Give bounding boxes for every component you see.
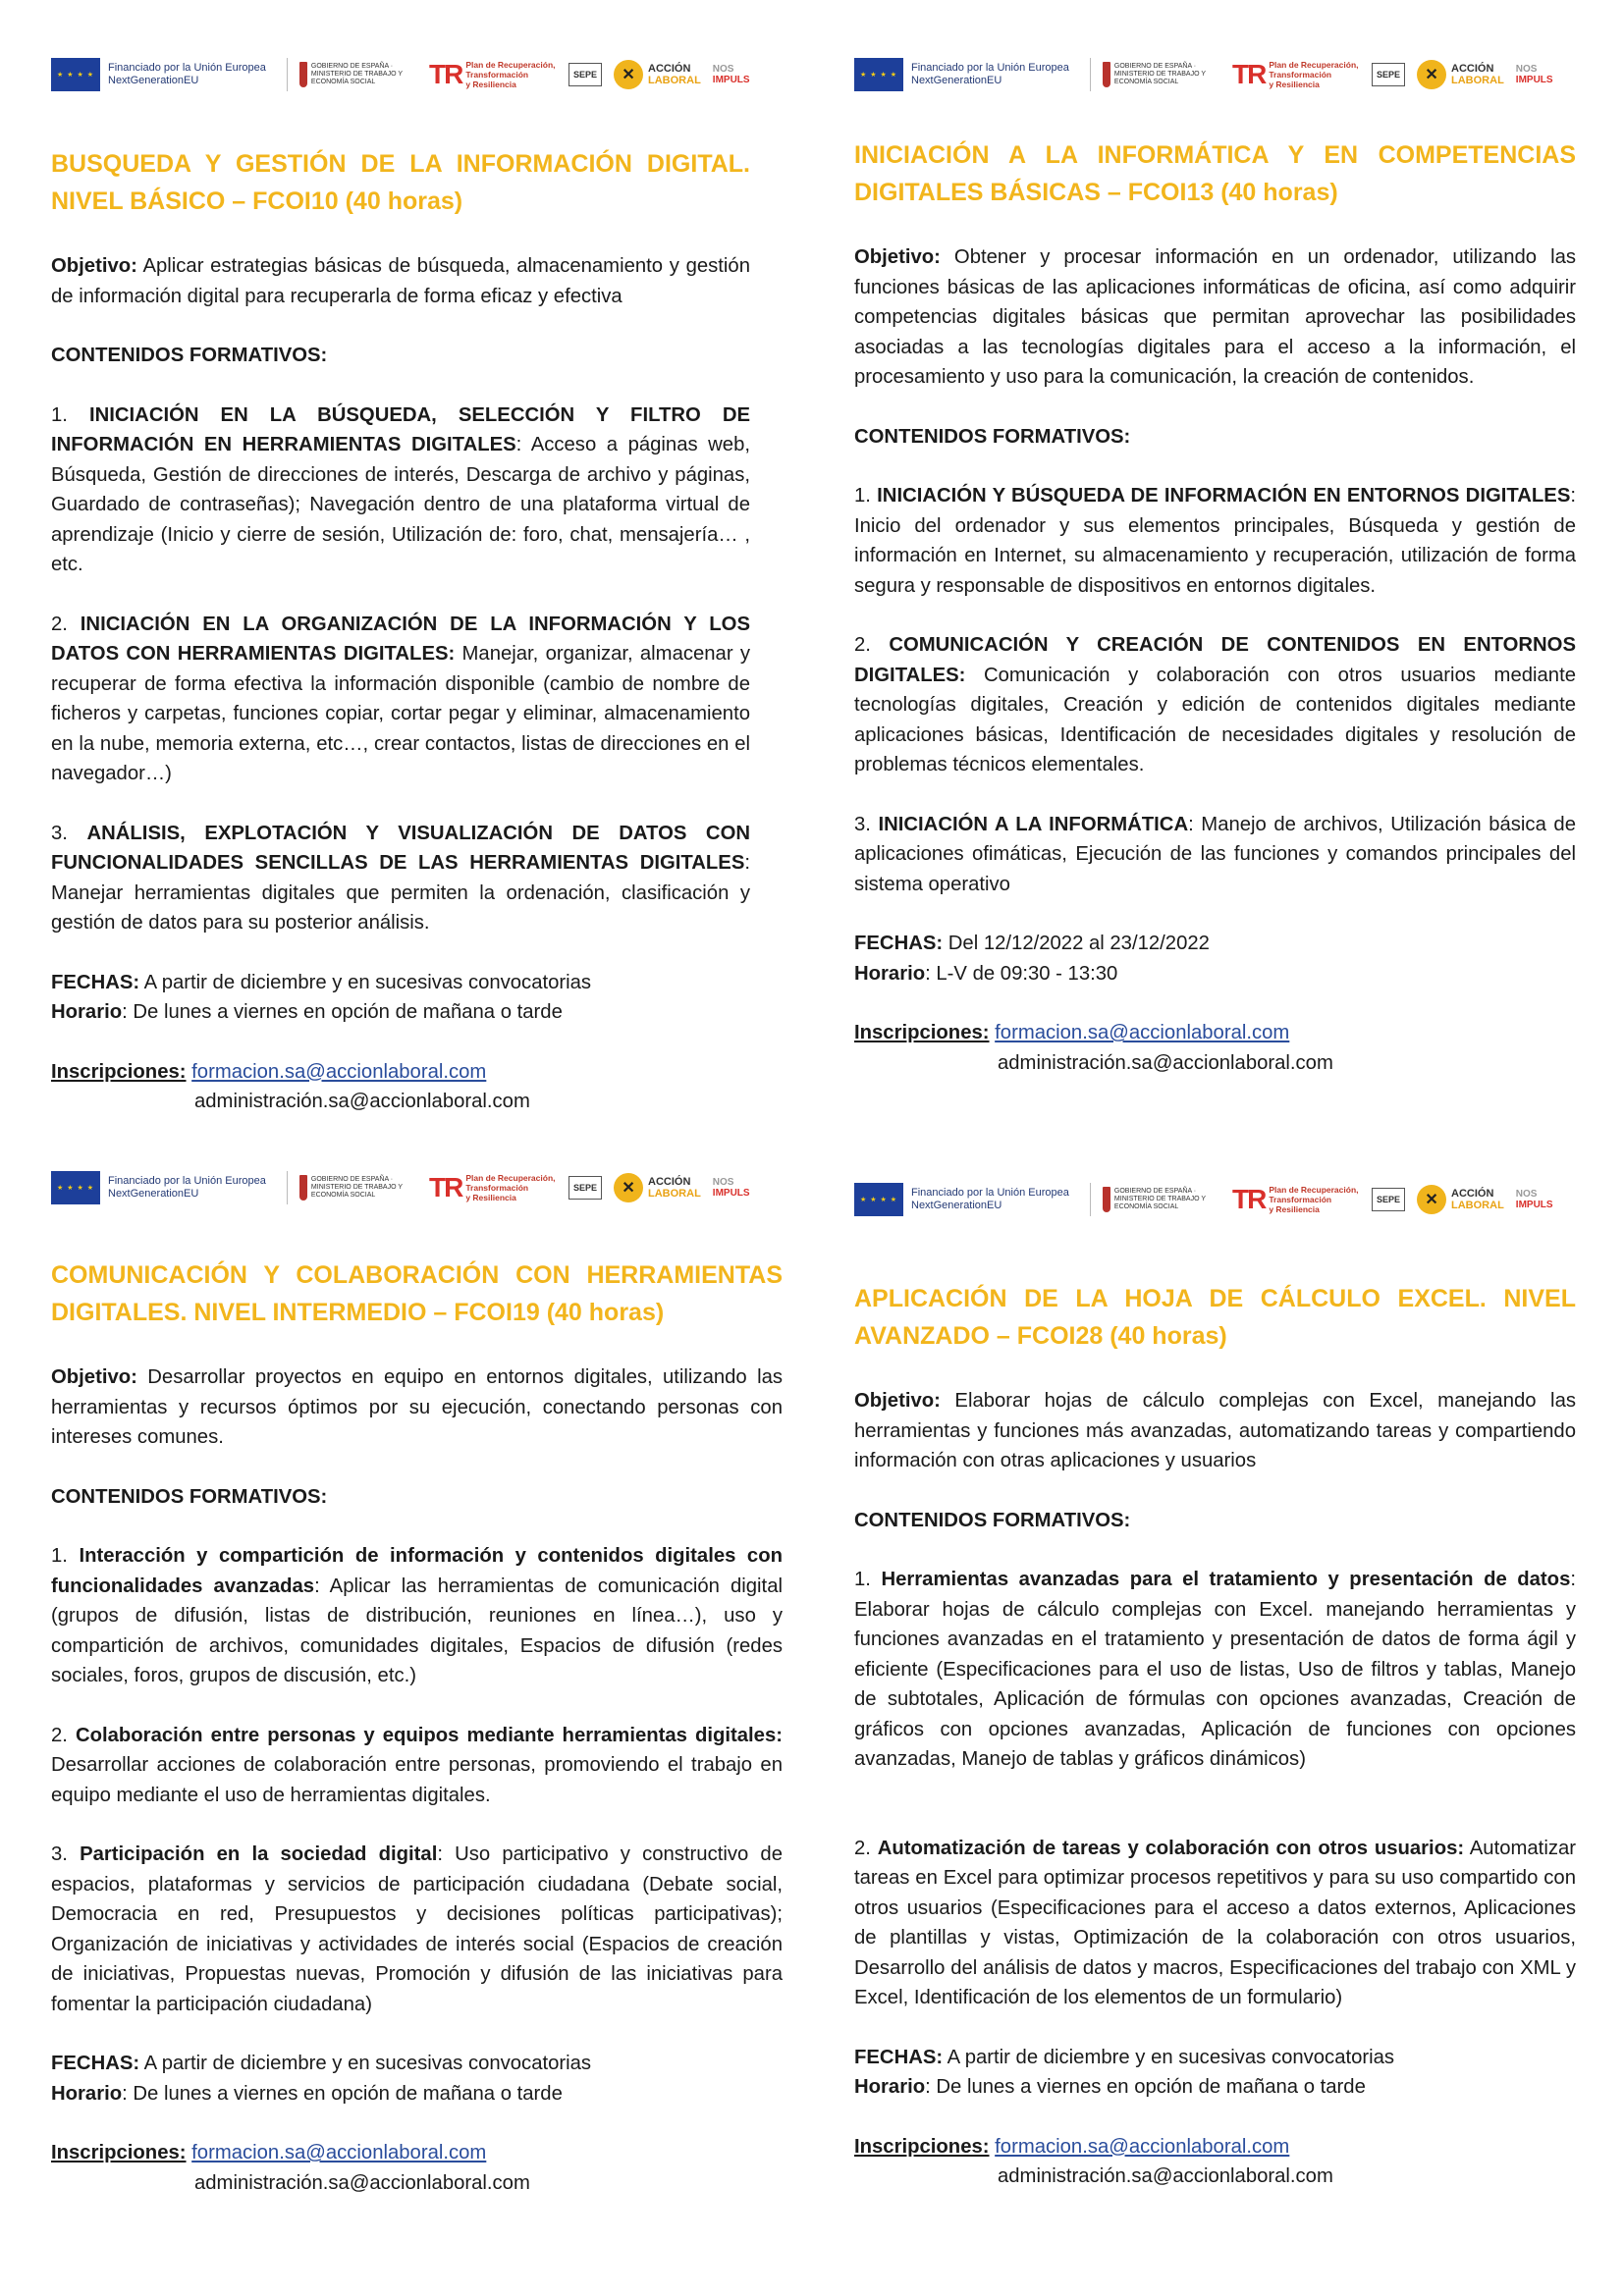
course-dates: FECHAS: Del 12/12/2022 al 23/12/2022 Horario: L-V de 09:30 - 13:30 bbox=[854, 933, 1210, 985]
course-objective: Objetivo: Aplicar estrategias básicas de búsqueda, almacenamiento y gestión de información digital para recuperarla de forma eficaz y efectiva bbox=[51, 255, 750, 307]
sepe-logo: SEPE bbox=[1372, 1188, 1405, 1211]
course-title: INICIACIÓN A LA INFORMÁTICA Y EN COMPETENCIAS DIGITALES BÁSICAS – FCOI13 (40 horas) bbox=[854, 141, 1576, 206]
accion-laboral-icon bbox=[1417, 1185, 1446, 1214]
sponsor-logos-strip bbox=[51, 1166, 783, 1209]
email-administracion: administración.sa@accionlaboral.com bbox=[194, 2171, 530, 2194]
eu-logo: ★ ★ ★ ★ Financiado por la Unión Europea NextGenerationEU bbox=[51, 58, 275, 91]
course-title: COMUNICACIÓN Y COLABORACIÓN CON HERRAMIENTAS DIGITALES. NIVEL INTERMEDIO – FCOI19 (40 horas) bbox=[51, 1261, 783, 1326]
recovery-plan-logo: TR Plan de Recuperación, Transformación y Resiliencia bbox=[429, 59, 556, 89]
content-item: 2. COMUNICACIÓN Y CREACIÓN DE CONTENIDOS EN ENTORNOS DIGITALES: Comunicación y colaboración con otros usuarios mediante tecnologías digitales, Creación y edición de contenidos digitales mediante aplicaciones básicas, Identificación de necesidades digitales y resolución de problemas técnicos elementales. bbox=[854, 634, 1576, 775]
eu-logo: ★ ★ ★ ★ Financiado por la Unión Europea NextGenerationEU bbox=[854, 58, 1078, 91]
signup-line: Inscripciones: formacion.sa@accionlaboral.com bbox=[854, 2135, 1290, 2158]
email-administracion: administración.sa@accionlaboral.com bbox=[998, 2165, 1333, 2187]
coat-of-arms-icon bbox=[299, 62, 307, 87]
sepe-logo: SEPE bbox=[1372, 63, 1405, 86]
contents-heading: CONTENIDOS FORMATIVOS: bbox=[51, 345, 328, 366]
nos-impuls-logo: NOS IMPULS bbox=[712, 64, 750, 85]
signup-line: Inscripciones: formacion.sa@accionlaboral.com bbox=[51, 1060, 487, 1083]
accion-laboral-icon bbox=[1417, 60, 1446, 89]
email-administracion: administración.sa@accionlaboral.com bbox=[998, 1051, 1333, 1074]
content-item: 1. INICIACIÓN EN LA BÚSQUEDA, SELECCIÓN Y FILTRO DE INFORMACIÓN EN HERRAMIENTAS DIGITALES: Acceso a páginas web, Búsqueda, Gestión de direcciones de interés, Descarga de archivo y páginas, Guardado de contraseñas); Navegación dentro de una plataforma virtual de aprendizaje (Inicio y cierre de sesión, Utilización de: foro, chat, mensajería… , etc. bbox=[51, 403, 751, 575]
course-card-fcoi13 bbox=[854, 53, 1576, 1078]
recovery-plan-logo: TR Plan de Recuperación, Transformación y Resiliencia bbox=[1232, 59, 1359, 89]
content-item: 2. Colaboración entre personas y equipos mediante herramientas digitales: Desarrollar acciones de colaboración entre personas, promoviendo el trabajo en equipo mediante el uso de herramientas digitales. bbox=[51, 1724, 783, 1806]
eu-flag-icon bbox=[51, 1171, 100, 1204]
course-objective: Objetivo: Obtener y procesar información en un ordenador, utilizando las funciones básicas de las aplicaciones informáticas de oficina, así como adquirir competencias digitales básicas que permitan aprovechar las posibilidades asociadas a las tecnologías digitales para el acceso a la información, el procesamiento y uso para la comunicación, la creación de contenidos. bbox=[854, 246, 1576, 388]
coat-of-arms-icon bbox=[1103, 1187, 1110, 1212]
signup-line: Inscripciones: formacion.sa@accionlaboral.com bbox=[51, 2142, 487, 2163]
contents-heading: CONTENIDOS FORMATIVOS: bbox=[51, 1485, 328, 1508]
accion-laboral-logo: ✕ ACCIÓN LABORAL bbox=[1417, 1185, 1504, 1214]
eu-flag-icon bbox=[854, 1183, 903, 1216]
contents-heading: CONTENIDOS FORMATIVOS: bbox=[854, 425, 1131, 448]
accion-laboral-logo: ✕ ACCIÓN LABORAL bbox=[614, 1173, 701, 1202]
course-card-fcoi28 bbox=[854, 1178, 1576, 2192]
coat-of-arms-icon bbox=[299, 1175, 307, 1201]
accion-laboral-logo: ✕ ACCIÓN LABORAL bbox=[614, 60, 701, 89]
course-title: BUSQUEDA Y GESTIÓN DE LA INFORMACIÓN DIGITAL. NIVEL BÁSICO – FCOI10 (40 horas) bbox=[51, 150, 750, 215]
course-dates: FECHAS: A partir de diciembre y en sucesivas convocatorias Horario: De lunes a viernes en opción de mañana o tarde bbox=[854, 2046, 1395, 2098]
nos-impuls-logo: NOS IMPULS bbox=[1515, 64, 1553, 85]
sponsor-logos-strip bbox=[51, 53, 750, 96]
signup-line: Inscripciones: formacion.sa@accionlaboral.com bbox=[854, 1022, 1290, 1043]
content-item: 1. INICIACIÓN Y BÚSQUEDA DE INFORMACIÓN EN ENTORNOS DIGITALES: Inicio del ordenador y sus elementos principales, Búsqueda y gestión de información en Internet, su almacenamiento y recuperación, utilización de forma segura y responsable de dispositivos en entornos digitales. bbox=[854, 485, 1576, 597]
coat-of-arms-icon bbox=[1103, 62, 1110, 87]
content-item: 3. Participación en la sociedad digital: Uso participativo y constructivo de espacios, plataformas y servicios de participación ciudadana (Debate social, Democracia en red, Presupuestos y decisiones políticas participativas); Organización de iniciativas y actividades de interés social (Espacios de creación de iniciativas, Propuestas nuevas, Promoción y difusión de las iniciativas para fomentar la participación ciudadana) bbox=[51, 1843, 783, 2015]
government-logo: GOBIERNO DE ESPAÑA · MINISTERIO DE TRABAJO Y ECONOMÍA SOCIAL bbox=[1103, 62, 1220, 87]
content-item: 1. Herramientas avanzadas para el tratamiento y presentación de datos: Elaborar hojas de cálculo complejas con Excel. manejando herramientas y funciones avanzadas en el tratamiento y presentación de datos de forma ágil y eficiente (Especificaciones para el uso de listas, Uso de filtros y tablas, Manejo de subtotales, Aplicación de fórmulas con opciones avanzadas, Creación de gráficos con opciones avanzadas, Aplicación de funciones con opciones avanzadas, Manejo de tablas y gráficos dinámicos) bbox=[854, 1569, 1576, 1770]
course-card-fcoi19 bbox=[51, 1166, 783, 2198]
content-item: 3. ANÁLISIS, EXPLOTACIÓN Y VISUALIZACIÓN DE DATOS CON FUNCIONALIDADES SENCILLAS DE LAS HERRAMIENTAS DIGITALES: Manejar herramientas digitales que permiten la ordenación, clasificación y gestión de datos para su posterior análisis. bbox=[51, 822, 750, 934]
email-link-formacion[interactable]: formacion.sa@accionlaboral.com bbox=[191, 2142, 487, 2163]
sponsor-logos-strip bbox=[854, 1178, 1576, 1221]
eu-flag-icon bbox=[51, 58, 100, 91]
email-link-formacion[interactable]: formacion.sa@accionlaboral.com bbox=[995, 1022, 1290, 1043]
course-objective: Objetivo: Elaborar hojas de cálculo complejas con Excel, manejando las herramientas y funciones más avanzadas, automatizando tareas y compartiendo información con otras aplicaciones y usuarios bbox=[854, 1390, 1576, 1471]
recovery-plan-logo: TR Plan de Recuperación, Transformación y Resiliencia bbox=[429, 1172, 556, 1202]
eu-logo: ★ ★ ★ ★ Financiado por la Unión Europea NextGenerationEU bbox=[854, 1183, 1078, 1216]
course-dates: FECHAS: A partir de diciembre y en sucesivas convocatorias Horario: De lunes a viernes en opción de mañana o tarde bbox=[51, 2053, 592, 2105]
course-title: APLICACIÓN DE LA HOJA DE CÁLCULO EXCEL. NIVEL AVANZADO – FCOI28 (40 horas) bbox=[854, 1285, 1576, 1350]
sepe-logo: SEPE bbox=[568, 63, 602, 86]
content-item: 3. INICIACIÓN A LA INFORMÁTICA: Manejo de archivos, Utilización básica de aplicaciones ofimáticas, Ejecución de las funciones y comandos principales del sistema operativo bbox=[854, 813, 1576, 895]
content-item: 1. Interacción y compartición de información y contenidos digitales con funcionalidades avanzadas: Aplicar las herramientas de comunicación digital (grupos de difusión, listas de distribución, reuniones en línea…), uso y compartición de archivos, comunidades digitales, Espacios de difusión (redes sociales, foros, grupos de discusión, etc.) bbox=[51, 1545, 783, 1686]
nos-impuls-logo: NOS IMPULS bbox=[712, 1177, 750, 1199]
email-link-formacion[interactable]: formacion.sa@accionlaboral.com bbox=[191, 1060, 487, 1083]
email-link-formacion[interactable]: formacion.sa@accionlaboral.com bbox=[995, 2135, 1290, 2158]
government-logo: GOBIERNO DE ESPAÑA · MINISTERIO DE TRABAJO Y ECONOMÍA SOCIAL bbox=[299, 1175, 417, 1201]
eu-logo: ★ ★ ★ ★ Financiado por la Unión Europea NextGenerationEU bbox=[51, 1171, 275, 1204]
email-administracion: administración.sa@accionlaboral.com bbox=[194, 1091, 530, 1112]
course-dates: FECHAS: A partir de diciembre y en sucesivas convocatorias Horario: De lunes a viernes en opción de mañana o tarde bbox=[51, 971, 592, 1023]
nos-impuls-logo: NOS IMPULS bbox=[1515, 1189, 1553, 1210]
eu-flag-icon bbox=[854, 58, 903, 91]
accion-laboral-icon bbox=[614, 1173, 643, 1202]
content-item: 2. INICIACIÓN EN LA ORGANIZACIÓN DE LA INFORMACIÓN Y LOS DATOS CON HERRAMIENTAS DIGITALES: Manejar, organizar, almacenar y recuperar de forma efectiva la información disponible (cambio de nombre de ficheros y carpetas, funciones copiar, cortar pegar y eliminar, almacenamiento en la nube, memoria externa, etc…, crear contactos, listas de direcciones en el navegador…) bbox=[51, 613, 750, 784]
sepe-logo: SEPE bbox=[568, 1176, 602, 1200]
course-card-fcoi10 bbox=[51, 53, 750, 1117]
government-logo: GOBIERNO DE ESPAÑA · MINISTERIO DE TRABAJO Y ECONOMÍA SOCIAL bbox=[299, 62, 417, 87]
sponsor-logos-strip bbox=[854, 53, 1576, 96]
government-logo: GOBIERNO DE ESPAÑA · MINISTERIO DE TRABAJO Y ECONOMÍA SOCIAL bbox=[1103, 1187, 1220, 1212]
accion-laboral-logo: ✕ ACCIÓN LABORAL bbox=[1417, 60, 1504, 89]
contents-heading: CONTENIDOS FORMATIVOS: bbox=[854, 1509, 1131, 1531]
recovery-plan-logo: TR Plan de Recuperación, Transformación y Resiliencia bbox=[1232, 1184, 1359, 1214]
accion-laboral-icon bbox=[614, 60, 643, 89]
content-item: 2. Automatización de tareas y colaboración con otros usuarios: Automatizar tareas en Excel para optimizar procesos repetitivos y para su uso compartido con otros usuarios (Especificaciones para el acceso a datos externos, Aplicaciones de plantillas y vistas, Optimización de la colaboración con otros usuarios, Desarrollo del análisis de datos y macros, Especificaciones del trabajo con XML y Excel, Identificación de los elementos de un formulario) bbox=[854, 1837, 1576, 2008]
course-objective: Objetivo: Desarrollar proyectos en equipo en entornos digitales, utilizando las herramientas y recursos óptimos por su ejecución, conectando personas con intereses comunes. bbox=[51, 1366, 783, 1448]
